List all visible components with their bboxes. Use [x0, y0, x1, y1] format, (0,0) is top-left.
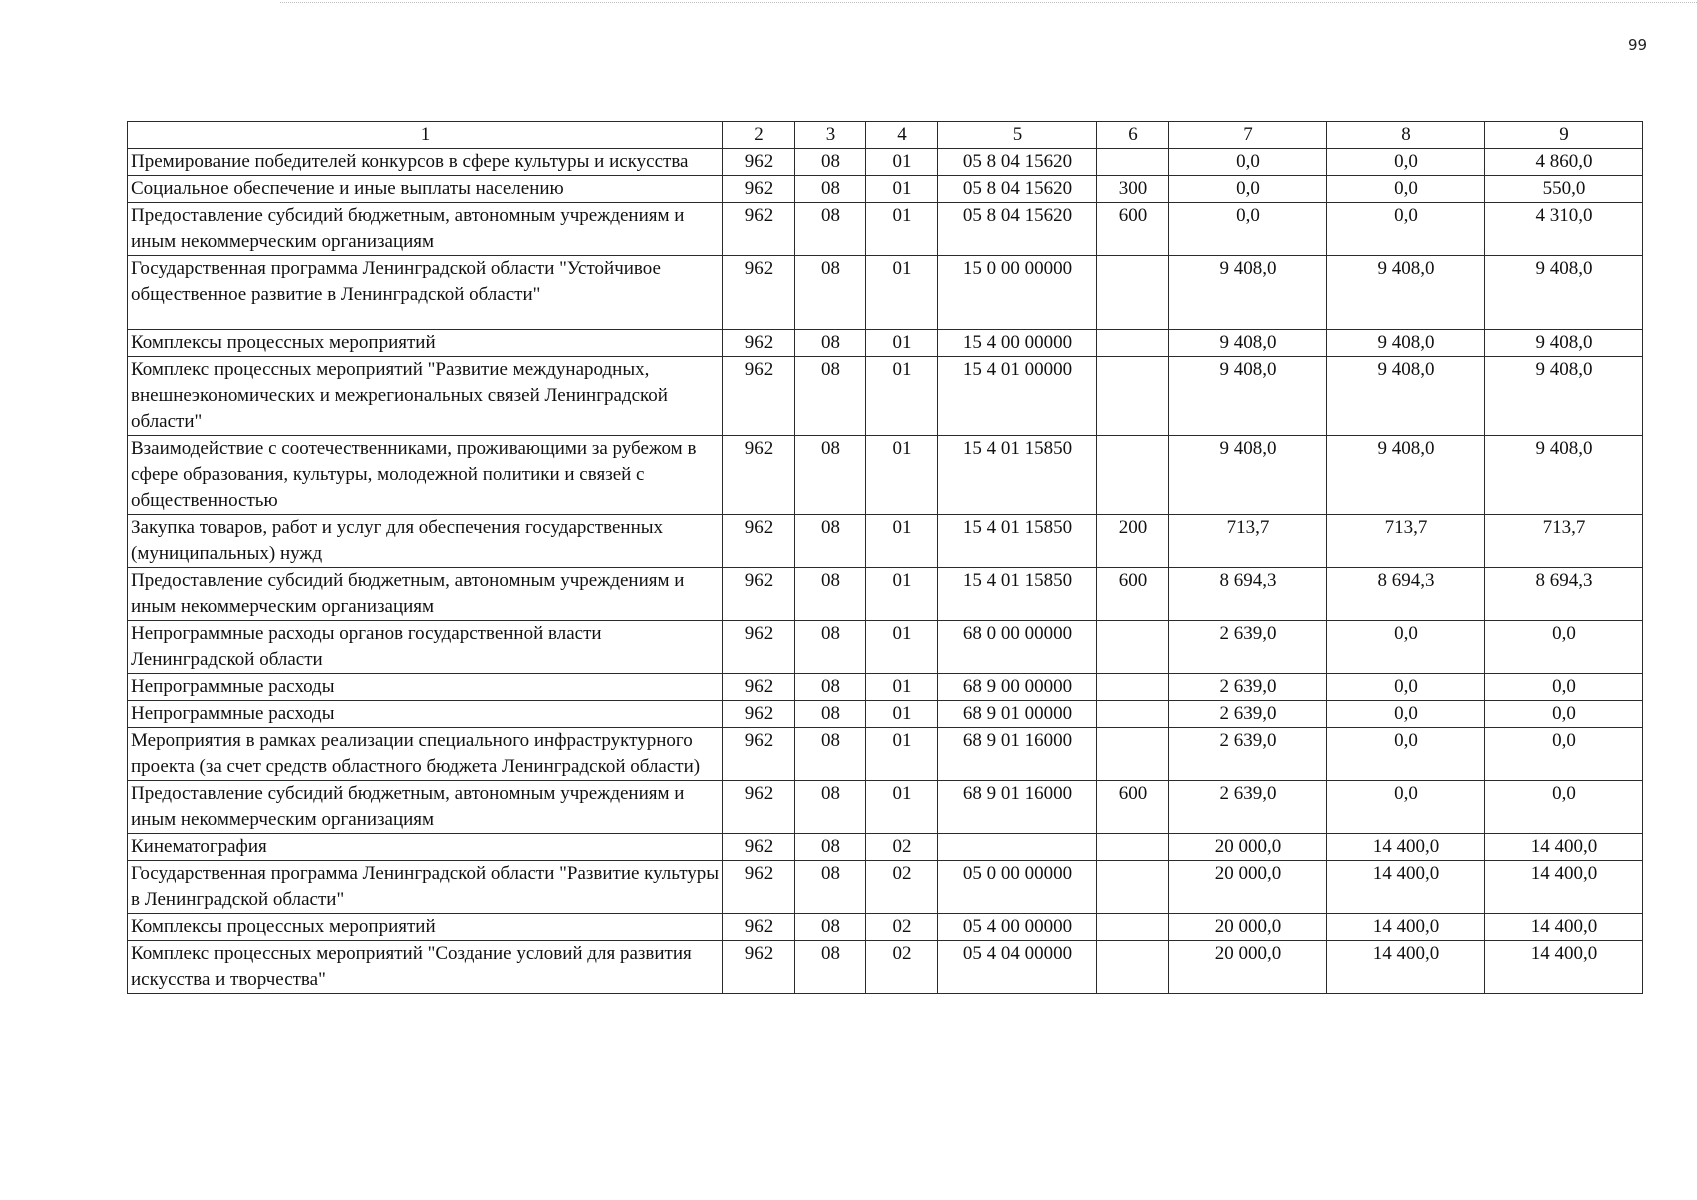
row-grbs-code: 962: [723, 515, 795, 568]
row-expense-type: [1097, 701, 1169, 728]
row-section-code: 08: [795, 941, 866, 994]
row-description: Комплексы процессных мероприятий: [128, 330, 723, 357]
table-row: [128, 781, 1643, 834]
row-expense-type: [1097, 941, 1169, 994]
row-amount-col9: 4 860,0: [1485, 149, 1643, 176]
row-target-article: 68 0 00 00000: [938, 621, 1097, 674]
header-col-1: 1: [128, 122, 723, 149]
row-amount-col7: 713,7: [1169, 515, 1327, 568]
row-target-article: 05 8 04 15620: [938, 203, 1097, 256]
row-description: Социальное обеспечение и иные выплаты населению: [128, 176, 723, 203]
table-row: [128, 436, 1643, 515]
row-grbs-code: 962: [723, 941, 795, 994]
row-subsection-code: 01: [866, 621, 938, 674]
row-description: Непрограммные расходы: [128, 701, 723, 728]
row-expense-type: [1097, 256, 1169, 330]
row-subsection-code: 01: [866, 701, 938, 728]
row-subsection-code: 01: [866, 568, 938, 621]
row-amount-col9: 9 408,0: [1485, 330, 1643, 357]
header-col-6: 6: [1097, 122, 1169, 149]
row-target-article: 15 4 01 15850: [938, 515, 1097, 568]
row-amount-col7: 9 408,0: [1169, 330, 1327, 357]
row-amount-col9: 14 400,0: [1485, 914, 1643, 941]
row-amount-col9: 713,7: [1485, 515, 1643, 568]
row-amount-col8: 0,0: [1327, 621, 1485, 674]
row-amount-col8: 9 408,0: [1327, 436, 1485, 515]
row-amount-col8: 9 408,0: [1327, 357, 1485, 436]
table-row: [128, 149, 1643, 176]
row-subsection-code: 01: [866, 436, 938, 515]
row-description: Премирование победителей конкурсов в сфере культуры и искусства: [128, 149, 723, 176]
row-section-code: 08: [795, 914, 866, 941]
row-amount-col7: 9 408,0: [1169, 357, 1327, 436]
row-section-code: 08: [795, 149, 866, 176]
row-amount-col9: 9 408,0: [1485, 436, 1643, 515]
page-number: 99: [1628, 36, 1648, 54]
table-row: [128, 203, 1643, 256]
row-section-code: 08: [795, 781, 866, 834]
row-amount-col8: 713,7: [1327, 515, 1485, 568]
row-description: Закупка товаров, работ и услуг для обеспечения государственных (муниципальных) нужд: [128, 515, 723, 568]
header-col-8: 8: [1327, 122, 1485, 149]
row-amount-col9: 0,0: [1485, 674, 1643, 701]
row-expense-type: 300: [1097, 176, 1169, 203]
row-target-article: 68 9 01 16000: [938, 781, 1097, 834]
row-amount-col8: 9 408,0: [1327, 256, 1485, 330]
row-subsection-code: 01: [866, 728, 938, 781]
header-col-9: 9: [1485, 122, 1643, 149]
row-amount-col8: 0,0: [1327, 728, 1485, 781]
row-expense-type: [1097, 621, 1169, 674]
row-expense-type: [1097, 357, 1169, 436]
row-expense-type: 600: [1097, 568, 1169, 621]
row-amount-col9: 0,0: [1485, 621, 1643, 674]
row-grbs-code: 962: [723, 861, 795, 914]
row-description: Предоставление субсидий бюджетным, автономным учреждениям и иным некоммерческим организациям: [128, 203, 723, 256]
row-amount-col8: 0,0: [1327, 674, 1485, 701]
row-target-article: 15 4 00 00000: [938, 330, 1097, 357]
row-subsection-code: 02: [866, 861, 938, 914]
row-subsection-code: 01: [866, 674, 938, 701]
table-row: [128, 357, 1643, 436]
table-row: [128, 728, 1643, 781]
row-expense-type: 600: [1097, 781, 1169, 834]
row-amount-col7: 2 639,0: [1169, 621, 1327, 674]
row-expense-type: [1097, 914, 1169, 941]
row-section-code: 08: [795, 256, 866, 330]
row-description: Государственная программа Ленинградской области "Развитие культуры в Ленинградской области": [128, 861, 723, 914]
row-grbs-code: 962: [723, 621, 795, 674]
row-description: Комплексы процессных мероприятий: [128, 914, 723, 941]
table-row: [128, 330, 1643, 357]
row-section-code: 08: [795, 728, 866, 781]
table-row: [128, 834, 1643, 861]
row-target-article: 15 4 01 15850: [938, 436, 1097, 515]
header-col-2: 2: [723, 122, 795, 149]
table-row: [128, 701, 1643, 728]
row-grbs-code: 962: [723, 834, 795, 861]
scan-edge-line: [280, 2, 1697, 3]
header-col-7: 7: [1169, 122, 1327, 149]
row-amount-col7: 20 000,0: [1169, 941, 1327, 994]
row-expense-type: [1097, 674, 1169, 701]
row-amount-col7: 20 000,0: [1169, 914, 1327, 941]
row-description: Предоставление субсидий бюджетным, автономным учреждениям и иным некоммерческим организациям: [128, 568, 723, 621]
row-subsection-code: 01: [866, 357, 938, 436]
row-grbs-code: 962: [723, 674, 795, 701]
row-description: Комплекс процессных мероприятий "Развитие международных, внешнеэкономических и межрегиональных связей Ленинградской области": [128, 357, 723, 436]
row-section-code: 08: [795, 621, 866, 674]
row-section-code: 08: [795, 674, 866, 701]
row-description: Непрограммные расходы органов государственной власти Ленинградской области: [128, 621, 723, 674]
row-target-article: [938, 834, 1097, 861]
row-description: Непрограммные расходы: [128, 674, 723, 701]
row-grbs-code: 962: [723, 256, 795, 330]
row-amount-col7: 2 639,0: [1169, 728, 1327, 781]
row-section-code: 08: [795, 436, 866, 515]
row-expense-type: [1097, 834, 1169, 861]
row-section-code: 08: [795, 834, 866, 861]
row-amount-col8: 0,0: [1327, 149, 1485, 176]
table-row: [128, 515, 1643, 568]
table-row: [128, 568, 1643, 621]
row-description: Комплекс процессных мероприятий "Создание условий для развития искусства и творчества": [128, 941, 723, 994]
row-subsection-code: 01: [866, 176, 938, 203]
row-amount-col7: 20 000,0: [1169, 861, 1327, 914]
row-target-article: 05 0 00 00000: [938, 861, 1097, 914]
row-section-code: 08: [795, 861, 866, 914]
row-amount-col7: 0,0: [1169, 149, 1327, 176]
row-amount-col9: 8 694,3: [1485, 568, 1643, 621]
header-col-3: 3: [795, 122, 866, 149]
row-subsection-code: 02: [866, 941, 938, 994]
table-body: [128, 149, 1643, 994]
budget-table: [127, 121, 1643, 994]
table-row: [128, 941, 1643, 994]
row-section-code: 08: [795, 203, 866, 256]
table-header-row: [128, 122, 1643, 149]
row-amount-col8: 14 400,0: [1327, 861, 1485, 914]
table-row: [128, 861, 1643, 914]
row-amount-col9: 4 310,0: [1485, 203, 1643, 256]
row-amount-col8: 14 400,0: [1327, 834, 1485, 861]
row-subsection-code: 02: [866, 834, 938, 861]
row-target-article: 15 0 00 00000: [938, 256, 1097, 330]
row-grbs-code: 962: [723, 176, 795, 203]
row-amount-col7: 2 639,0: [1169, 781, 1327, 834]
row-amount-col7: 0,0: [1169, 176, 1327, 203]
table-row: [128, 914, 1643, 941]
row-amount-col7: 9 408,0: [1169, 436, 1327, 515]
row-target-article: 68 9 01 16000: [938, 728, 1097, 781]
row-amount-col8: 9 408,0: [1327, 330, 1485, 357]
row-amount-col7: 2 639,0: [1169, 674, 1327, 701]
row-subsection-code: 01: [866, 149, 938, 176]
table-row: [128, 256, 1643, 330]
row-amount-col8: 0,0: [1327, 176, 1485, 203]
row-description: Мероприятия в рамках реализации специального инфраструктурного проекта (за счет средств областного бюджета Ленинградской области): [128, 728, 723, 781]
row-amount-col7: 20 000,0: [1169, 834, 1327, 861]
row-target-article: 68 9 00 00000: [938, 674, 1097, 701]
row-amount-col7: 8 694,3: [1169, 568, 1327, 621]
row-amount-col8: 14 400,0: [1327, 914, 1485, 941]
header-col-4: 4: [866, 122, 938, 149]
row-expense-type: 200: [1097, 515, 1169, 568]
row-expense-type: [1097, 861, 1169, 914]
row-subsection-code: 01: [866, 515, 938, 568]
row-expense-type: [1097, 149, 1169, 176]
row-grbs-code: 962: [723, 728, 795, 781]
row-amount-col9: 14 400,0: [1485, 834, 1643, 861]
row-amount-col8: 0,0: [1327, 701, 1485, 728]
row-subsection-code: 01: [866, 330, 938, 357]
row-grbs-code: 962: [723, 568, 795, 621]
row-section-code: 08: [795, 176, 866, 203]
row-amount-col7: 0,0: [1169, 203, 1327, 256]
row-amount-col9: 9 408,0: [1485, 357, 1643, 436]
row-amount-col9: 0,0: [1485, 701, 1643, 728]
row-amount-col9: 0,0: [1485, 728, 1643, 781]
row-amount-col9: 9 408,0: [1485, 256, 1643, 330]
row-amount-col9: 14 400,0: [1485, 861, 1643, 914]
table-row: [128, 621, 1643, 674]
row-description: Кинематография: [128, 834, 723, 861]
row-amount-col8: 0,0: [1327, 781, 1485, 834]
row-description: Предоставление субсидий бюджетным, автономным учреждениям и иным некоммерческим организациям: [128, 781, 723, 834]
row-amount-col9: 14 400,0: [1485, 941, 1643, 994]
row-expense-type: [1097, 728, 1169, 781]
row-amount-col7: 2 639,0: [1169, 701, 1327, 728]
row-subsection-code: 02: [866, 914, 938, 941]
row-grbs-code: 962: [723, 330, 795, 357]
row-grbs-code: 962: [723, 357, 795, 436]
row-amount-col8: 8 694,3: [1327, 568, 1485, 621]
row-target-article: 15 4 01 15850: [938, 568, 1097, 621]
row-amount-col7: 9 408,0: [1169, 256, 1327, 330]
row-expense-type: [1097, 436, 1169, 515]
row-amount-col8: 0,0: [1327, 203, 1485, 256]
row-grbs-code: 962: [723, 914, 795, 941]
table-row: [128, 176, 1643, 203]
row-description: Государственная программа Ленинградской области "Устойчивое общественное развитие в Ленинградской области": [128, 256, 723, 330]
row-section-code: 08: [795, 330, 866, 357]
header-col-5: 5: [938, 122, 1097, 149]
row-amount-col9: 0,0: [1485, 781, 1643, 834]
row-section-code: 08: [795, 701, 866, 728]
row-grbs-code: 962: [723, 436, 795, 515]
row-section-code: 08: [795, 515, 866, 568]
row-subsection-code: 01: [866, 256, 938, 330]
row-target-article: 05 8 04 15620: [938, 149, 1097, 176]
row-amount-col9: 550,0: [1485, 176, 1643, 203]
row-subsection-code: 01: [866, 203, 938, 256]
row-grbs-code: 962: [723, 781, 795, 834]
row-subsection-code: 01: [866, 781, 938, 834]
row-target-article: 15 4 01 00000: [938, 357, 1097, 436]
row-target-article: 05 4 00 00000: [938, 914, 1097, 941]
row-target-article: 05 4 04 00000: [938, 941, 1097, 994]
row-grbs-code: 962: [723, 149, 795, 176]
row-grbs-code: 962: [723, 701, 795, 728]
row-expense-type: [1097, 330, 1169, 357]
row-description: Взаимодействие с соотечественниками, проживающими за рубежом в сфере образования, культуры, молодежной политики и связей с общественностью: [128, 436, 723, 515]
row-target-article: 68 9 01 00000: [938, 701, 1097, 728]
row-section-code: 08: [795, 357, 866, 436]
row-amount-col8: 14 400,0: [1327, 941, 1485, 994]
row-grbs-code: 962: [723, 203, 795, 256]
row-expense-type: 600: [1097, 203, 1169, 256]
row-target-article: 05 8 04 15620: [938, 176, 1097, 203]
table-row: [128, 674, 1643, 701]
row-section-code: 08: [795, 568, 866, 621]
